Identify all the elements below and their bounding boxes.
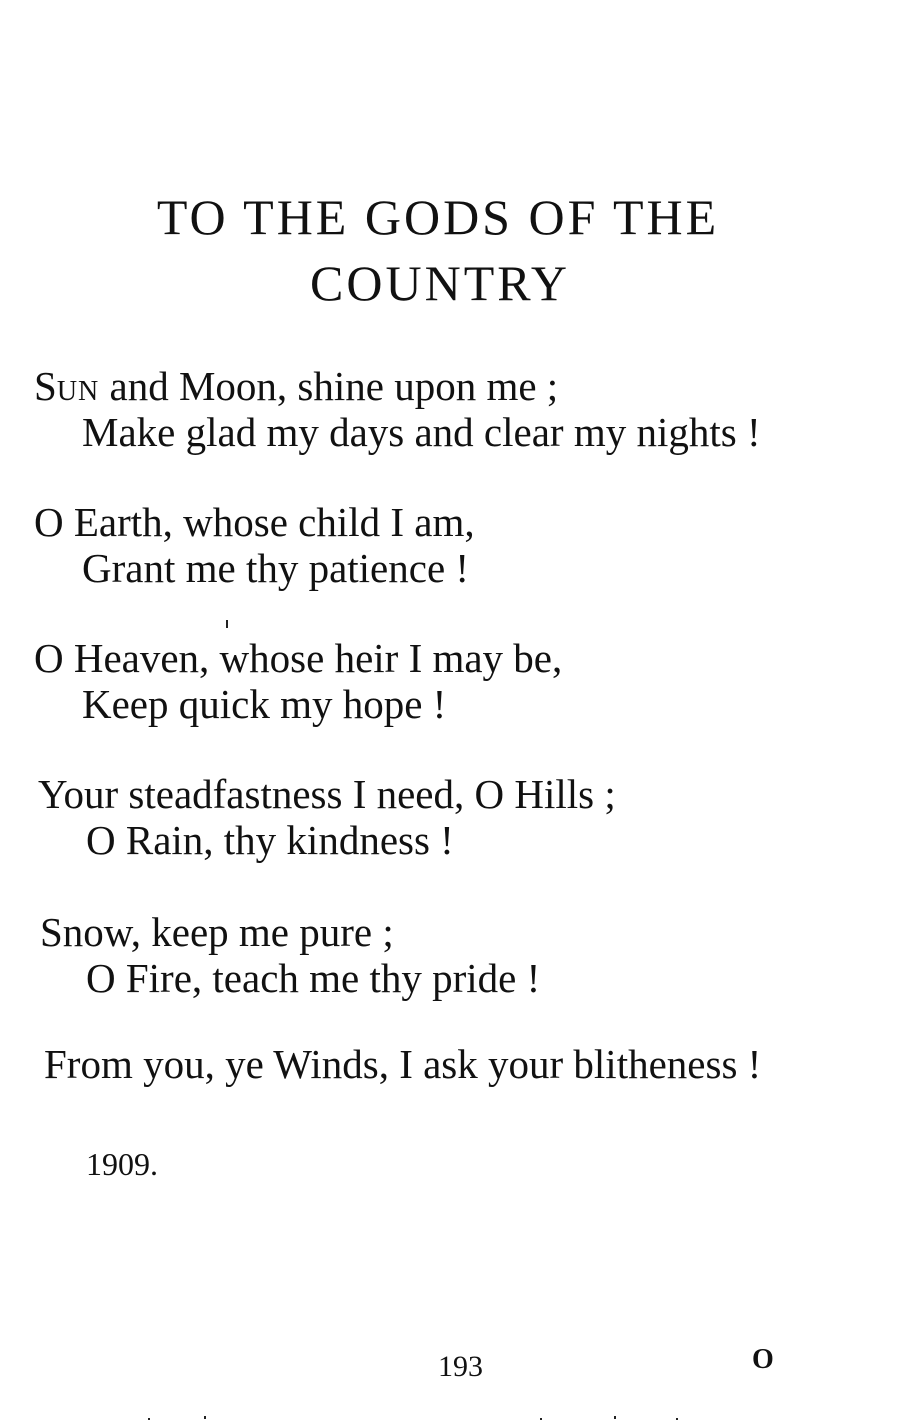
- stanza-1-line-1: [34, 363, 559, 409]
- poem-date: 1909.: [86, 1146, 158, 1182]
- scan-speck: [540, 1418, 542, 1420]
- stanza-4-line-1: Your steadfastness I need, O Hills ;: [38, 771, 616, 817]
- stanza-3-line-2: Keep quick my hope !: [82, 681, 447, 727]
- stanza-4-line-2: O Rain, thy kindness !: [86, 817, 454, 863]
- stanza-2-line-1: O Earth, whose child I am,: [34, 499, 475, 545]
- scan-speck: [614, 1416, 616, 1419]
- signature-mark: O: [752, 1344, 774, 1375]
- stanza-2-line-2: Grant me thy patience !: [82, 545, 470, 591]
- stanza-5-line-1: Snow, keep me pure ;: [40, 909, 394, 955]
- poem-title-line-1: TO THE GODS OF THE: [156, 189, 720, 245]
- poem-title-line-2: COUNTRY: [310, 255, 570, 311]
- scan-speck: [204, 1416, 206, 1419]
- stanza-6-line-1: From you, ye Winds, I ask your blitheness !: [44, 1041, 762, 1087]
- stanza-1-line-1-rest: and Moon, shine upon me ;: [99, 363, 559, 409]
- scan-speck: [148, 1418, 150, 1420]
- stanza-1-line-2: Make glad my days and clear my nights !: [82, 409, 761, 455]
- scan-speck: [226, 620, 228, 628]
- stanza-5-line-2: O Fire, teach me thy pride !: [86, 955, 541, 1001]
- page-number: 193: [438, 1350, 483, 1383]
- scan-speck: [676, 1418, 678, 1420]
- stanza-1-lead-word: SUN: [34, 363, 100, 409]
- stanza-3-line-1: O Heaven, whose heir I may be,: [34, 635, 563, 681]
